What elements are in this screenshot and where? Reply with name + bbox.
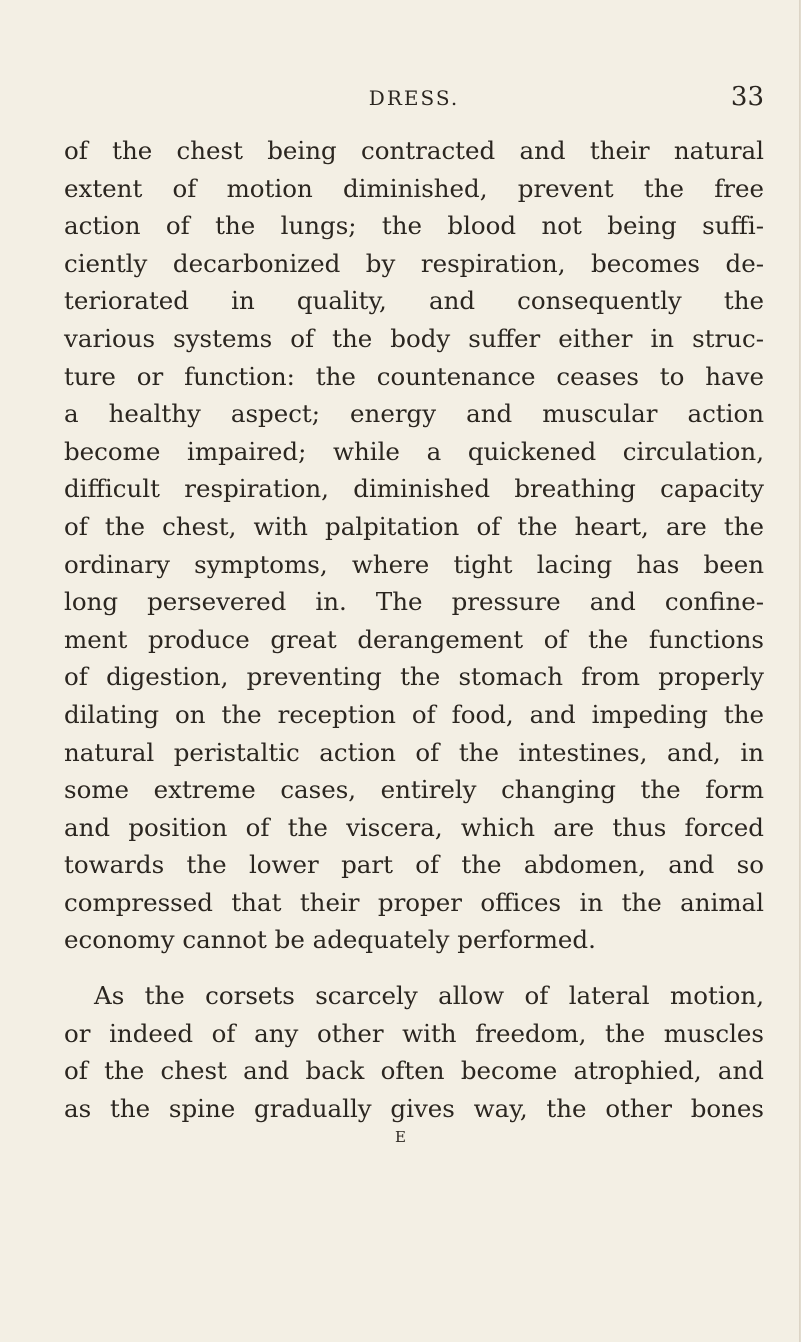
text-line: or indeed of any other with freedom, the muscles — [64, 1018, 764, 1048]
text-line: teriorated in quality, and consequently the — [64, 286, 764, 316]
text-line: difficult respiration, diminished breathing capacity — [64, 474, 764, 504]
text-line: ture or function: the countenance ceases to have — [64, 361, 764, 391]
text-line: and position of the viscera, which are thus forced — [64, 812, 764, 842]
text-line: towards the lower part of the abdomen, and so — [64, 850, 764, 880]
text-line: of digestion, preventing the stomach from properly — [64, 662, 764, 692]
paragraph — [64, 977, 764, 1127]
text-line: As the corsets scarcely allow of lateral motion, — [94, 981, 764, 1011]
text-line: natural peristaltic action of the intestines, and, in — [64, 737, 764, 767]
signature-mark: E — [395, 1128, 406, 1146]
text-line: as the spine gradually gives way, the other bones — [64, 1093, 764, 1123]
text-line: some extreme cases, entirely changing the form — [64, 775, 764, 805]
text-line: compressed that their proper offices in the animal — [64, 887, 764, 917]
text-line: extent of motion diminished, prevent the free — [64, 173, 764, 203]
text-line: of the chest and back often become atrophied, and — [64, 1056, 764, 1086]
running-head: DRESS. — [368, 86, 460, 110]
text-line: ordinary symptoms, where tight lacing has been — [64, 549, 764, 579]
text-line: action of the lungs; the blood not being suffi- — [64, 211, 764, 241]
paragraph-gap — [64, 959, 764, 977]
text-line: economy cannot be adequately performed. — [64, 925, 596, 955]
text-line: of the chest being contracted and their natural — [64, 136, 764, 165]
text-line: ciently decarbonized by respiration, becomes de- — [64, 248, 764, 278]
text-line: a healthy aspect; energy and muscular action — [64, 399, 764, 429]
text-line: of the chest, with palpitation of the heart, are the — [64, 511, 764, 541]
text-line: dilating on the reception of food, and impeding the — [64, 699, 764, 729]
body-text — [64, 132, 764, 1127]
text-line: ment produce great derangement of the functions — [64, 624, 764, 654]
paragraph — [64, 132, 764, 959]
text-line: various systems of the body suffer either in struc- — [64, 323, 764, 353]
page-number: 33 — [730, 82, 764, 112]
text-line: long persevered in. The pressure and confine- — [64, 587, 764, 617]
text-line: become impaired; while a quickened circulation, — [64, 436, 764, 466]
page-header — [64, 78, 764, 118]
